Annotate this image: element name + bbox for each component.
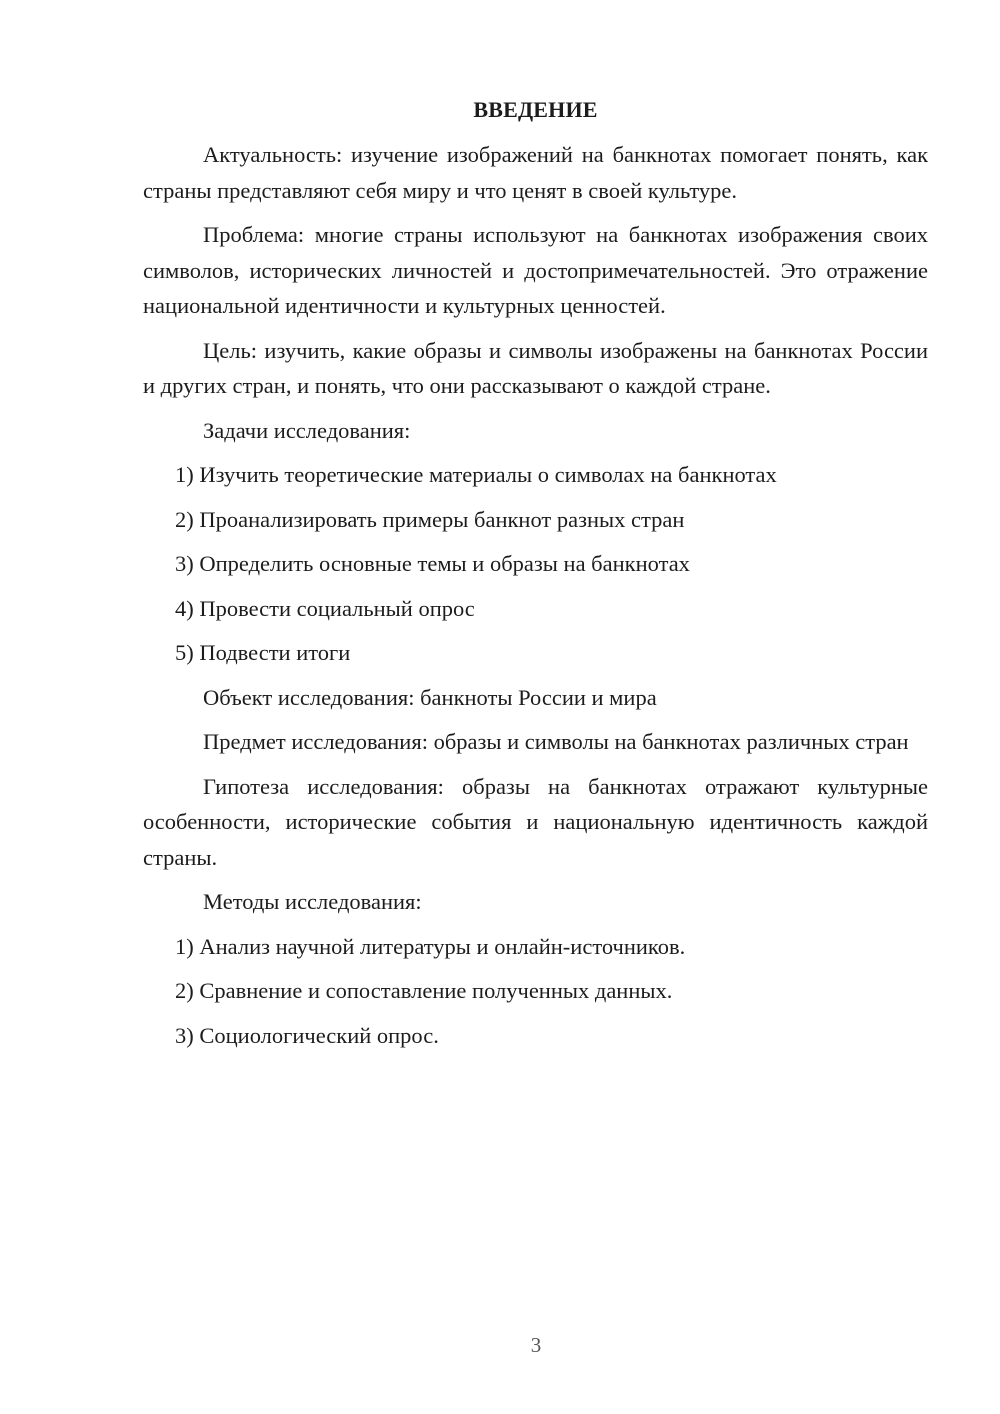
task-item: 1) Изучить теоретические материалы о символах на банкнотах	[175, 462, 777, 487]
methods-list	[143, 929, 928, 1054]
task-item: 2) Проанализировать примеры банкнот разных стран	[175, 506, 685, 532]
tasks-list	[143, 457, 928, 671]
task-item: 5) Подвести итоги	[175, 640, 351, 665]
method-item: 2) Сравнение и сопоставление полученных данных.	[175, 978, 673, 1003]
task-item: 3) Определить основные темы и образы на банкнотах	[175, 551, 690, 576]
method-item: 3) Социологический опрос.	[175, 1022, 439, 1048]
subject-paragraph: Предмет исследования: образы и символы на банкнотах различных стран	[203, 729, 909, 754]
page-number: 3	[530, 1333, 542, 1357]
task-item: 4) Провести социальный опрос	[175, 595, 475, 621]
section-title: ВВЕДЕНИЕ	[473, 97, 598, 122]
method-item: 1) Анализ научной литературы и онлайн-источников.	[175, 933, 686, 959]
goal-paragraph: Цель: изучить, какие образы и символы изображены на банкнотах России и других стран, и понять, что они рассказывают о каждой стране.	[143, 337, 928, 398]
methods-heading: Методы исследования:	[203, 889, 422, 914]
object-paragraph: Объект исследования: банкноты России и мира	[203, 684, 657, 710]
document-page	[143, 92, 928, 1062]
relevance-paragraph: Актуальность: изучение изображений на банкнотах помогает понять, как страны представляют себя миру и что ценят в своей культуре.	[143, 142, 928, 203]
tasks-heading: Задачи исследования:	[203, 417, 411, 443]
problem-paragraph: Проблема: многие страны используют на банкнотах изображения своих символов, исторических личностей и достопримечательностей. Это отражение национальной идентичности и культурных ценностей.	[143, 222, 928, 318]
hypothesis-paragraph: Гипотеза исследования: образы на банкнотах отражают культурные особенности, исторические события и национальную идентичность каждой страны.	[143, 773, 928, 870]
